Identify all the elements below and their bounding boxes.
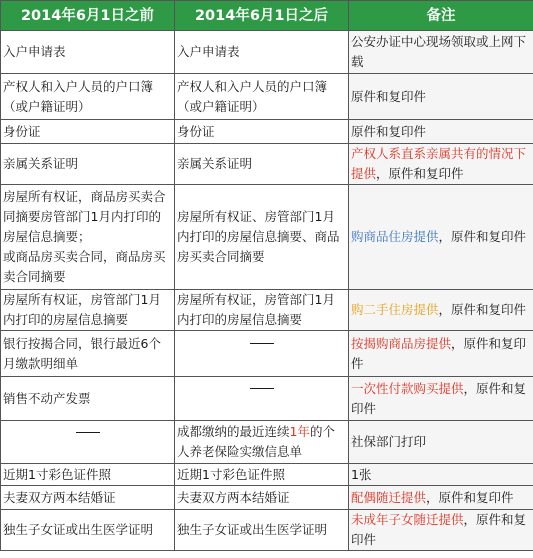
table-row [1, 421, 533, 464]
table-row [1, 120, 533, 144]
cell-after [175, 486, 349, 510]
table-row [1, 510, 533, 551]
table-row [1, 144, 533, 185]
cell-note [349, 185, 533, 290]
cell-text: 独生子女证或出生医学证明 [177, 522, 328, 537]
highlighted-text: 未成年子女随迁提供 [351, 512, 464, 527]
highlighted-text: 一次性付款购买提供 [351, 380, 464, 396]
table-body [1, 31, 533, 551]
cell-note [349, 377, 533, 421]
cell-text: ，原件和复印件 [376, 166, 464, 181]
table-row [1, 185, 533, 290]
cell-text: 房屋所有权证，商品房买卖合同摘要房管部门1月内打印的房屋信息摘要； [3, 189, 166, 244]
header-before: 2014年6月1日之前 [1, 1, 175, 31]
cell-note [349, 510, 533, 551]
cell-before [1, 290, 175, 331]
cell-after [175, 144, 349, 185]
table-row [1, 331, 533, 377]
cell-before [1, 377, 175, 421]
table-row [1, 486, 533, 510]
header-row [1, 1, 533, 31]
cell-text: ，原件和复印件 [351, 380, 527, 416]
cell-after [175, 421, 349, 464]
cell-after [175, 185, 349, 290]
cell-before [1, 144, 175, 185]
cell-before [1, 120, 175, 144]
cell-note [349, 31, 533, 74]
cell-before [1, 74, 175, 120]
cell-text: 或商品房买卖合同，商品房买卖合同摘要 [3, 249, 166, 284]
cell-text: 房屋所有权证，房管部门1月内打印的房屋信息摘要 [3, 292, 161, 327]
cell-note [349, 421, 533, 464]
cell-text: 社保部门打印 [351, 434, 427, 449]
table-row [1, 74, 533, 120]
cell-text: 公安办证中心现场领取或上网下载 [351, 34, 527, 69]
cell-text: ，原件和复印件 [351, 512, 527, 547]
cell-text: 亲属关系证明 [3, 156, 79, 171]
cell-text: 入户申请表 [3, 44, 66, 59]
cell-before [1, 464, 175, 486]
cell-note [349, 74, 533, 120]
cell-text: ，原件和复印件 [351, 335, 527, 371]
header-note: 备注 [349, 1, 533, 31]
cell-before [1, 510, 175, 551]
highlighted-text: 配偶随迁提供 [351, 489, 427, 505]
cell-text: 近期1寸彩色证件照 [177, 466, 285, 482]
cell-after [175, 290, 349, 331]
cell-note [349, 144, 533, 185]
highlighted-text: 购二手住房提供 [351, 302, 439, 317]
cell-text: 近期1寸彩色证件照 [3, 466, 111, 482]
cell-text: 销售不动产发票 [3, 390, 91, 406]
cell-text: 成都缴纳的最近连续 [177, 424, 290, 439]
cell-note [349, 331, 533, 377]
cell-text: 身份证 [177, 123, 215, 139]
cell-after [175, 510, 349, 551]
cell-before [1, 31, 175, 74]
cell-text: ，原件和复印件 [438, 302, 527, 317]
cell-after [175, 120, 349, 144]
table-row [1, 464, 533, 486]
cell-text: 夫妻双方两本结婚证 [177, 489, 290, 505]
cell-note [349, 120, 533, 144]
table-row [1, 290, 533, 331]
cell-text: 银行按揭合同，银行最近6个月缴款明细单 [3, 335, 161, 371]
cell-after [175, 74, 349, 120]
cell-text: 入户申请表 [177, 44, 240, 59]
highlighted-text: 购商品住房提供 [351, 229, 439, 244]
cell-after [175, 331, 349, 377]
cell-after [175, 464, 349, 486]
highlighted-text: 产权人系直系亲属共有的情况下提供 [351, 146, 527, 181]
cell-before [1, 331, 175, 377]
cell-text: ，原件和复印件 [426, 489, 514, 505]
highlighted-text: 按揭购商品房提供 [351, 335, 452, 351]
cell-text: 身份证 [3, 123, 41, 139]
cell-text: 产权人和入户人员的户口簿（或户籍证明） [3, 78, 154, 114]
table-row [1, 31, 533, 74]
header-after: 2014年6月1日之后 [175, 1, 349, 31]
cell-text: ，原件和复印件 [438, 229, 527, 244]
cell-before [1, 421, 175, 464]
cell-text: 房屋所有权证，房管部门1月内打印的房屋信息摘要 [177, 292, 335, 327]
cell-text: 原件和复印件 [351, 123, 427, 139]
cell-note [349, 486, 533, 510]
cell-text: 1张 [351, 466, 372, 482]
dash-mark [250, 388, 274, 409]
cell-before [1, 486, 175, 510]
cell-text: 房屋所有权证、房管部门1月内打印的房屋信息摘要、商品房买卖合同摘要 [177, 209, 340, 264]
cell-text: 独生子女证或出生医学证明 [3, 522, 154, 537]
cell-note [349, 464, 533, 486]
cell-after [175, 31, 349, 74]
cell-text: 原件和复印件 [351, 88, 427, 104]
cell-note [349, 290, 533, 331]
dash-mark [76, 432, 100, 453]
cell-after [175, 377, 349, 421]
highlighted-text: 1年 [289, 424, 310, 439]
cell-text: 的个人养老保险实缴信息单 [177, 424, 335, 459]
cell-text: 亲属关系证明 [177, 156, 253, 171]
table-row [1, 377, 533, 421]
cell-text: 夫妻双方两本结婚证 [3, 489, 116, 505]
dash-mark [250, 343, 274, 364]
cell-before [1, 185, 175, 290]
cell-text: 产权人和入户人员的户口簿（或户籍证明） [177, 78, 328, 114]
